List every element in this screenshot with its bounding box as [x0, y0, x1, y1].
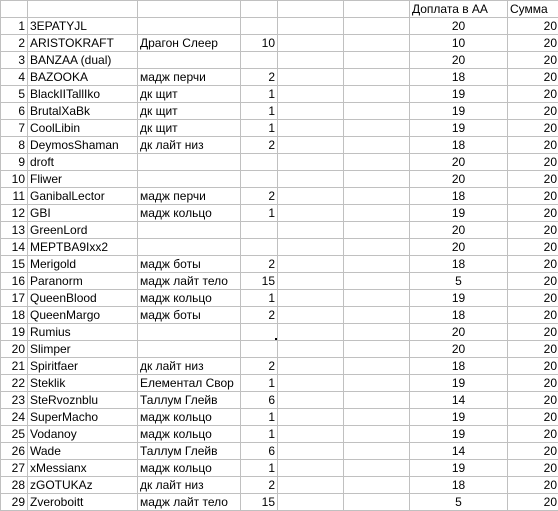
player-name-cell[interactable]: Wade	[28, 443, 138, 460]
table-row	[1, 324, 558, 341]
table-row	[1, 18, 558, 35]
total-cell[interactable]: 20	[508, 460, 558, 477]
total-cell[interactable]: 20	[508, 307, 558, 324]
count-cell[interactable]: 1	[241, 86, 278, 103]
empty-cell-f[interactable]	[344, 477, 410, 494]
player-name-cell[interactable]: CoolLibin	[28, 120, 138, 137]
total-cell[interactable]: 20	[508, 358, 558, 375]
table-row	[1, 426, 558, 443]
item-cell[interactable]: мадж перчи	[138, 69, 241, 86]
empty-cell-e[interactable]	[278, 341, 344, 358]
player-name-cell[interactable]: Steklik	[28, 375, 138, 392]
surcharge-cell[interactable]: 18	[410, 137, 508, 154]
count-cell[interactable]: 1	[241, 120, 278, 137]
empty-cell-f[interactable]	[344, 222, 410, 239]
empty-cell-e[interactable]	[278, 137, 344, 154]
total-cell[interactable]: 20	[508, 409, 558, 426]
surcharge-cell[interactable]: 19	[410, 426, 508, 443]
table-row	[1, 205, 558, 222]
item-cell[interactable]: мадж кольцо	[138, 460, 241, 477]
header-cell-e[interactable]	[278, 1, 344, 18]
player-name-cell[interactable]: Merigold	[28, 256, 138, 273]
player-name-cell[interactable]: QueenMargo	[28, 307, 138, 324]
item-cell[interactable]	[138, 222, 241, 239]
table-row	[1, 256, 558, 273]
player-name-cell[interactable]: GreenLord	[28, 222, 138, 239]
empty-cell-e[interactable]	[278, 409, 344, 426]
total-cell[interactable]: 20	[508, 256, 558, 273]
total-cell[interactable]: 20	[508, 137, 558, 154]
total-cell[interactable]: 20	[508, 324, 558, 341]
total-cell[interactable]: 20	[508, 35, 558, 52]
empty-cell-f[interactable]	[344, 443, 410, 460]
surcharge-cell[interactable]: 19	[410, 460, 508, 477]
empty-cell-f[interactable]	[344, 307, 410, 324]
surcharge-cell[interactable]: 5	[410, 273, 508, 290]
player-name-cell[interactable]: MEPTBA9Ixx2	[28, 239, 138, 256]
empty-cell-f[interactable]	[344, 188, 410, 205]
item-cell[interactable]: дк щит	[138, 103, 241, 120]
empty-cell-f[interactable]	[344, 239, 410, 256]
count-cell[interactable]	[241, 222, 278, 239]
header-row	[1, 1, 558, 18]
surcharge-cell[interactable]: 14	[410, 443, 508, 460]
row-number-cell[interactable]: 28	[1, 477, 28, 494]
item-cell[interactable]: дк щит	[138, 86, 241, 103]
player-name-cell[interactable]: Spiritfaer	[28, 358, 138, 375]
table-row	[1, 171, 558, 188]
surcharge-cell[interactable]: 20	[410, 154, 508, 171]
row-number-cell[interactable]: 1	[1, 18, 28, 35]
empty-cell-e[interactable]	[278, 239, 344, 256]
row-number-cell[interactable]: 19	[1, 324, 28, 341]
total-cell[interactable]: 20	[508, 205, 558, 222]
empty-cell-f[interactable]	[344, 69, 410, 86]
empty-cell-e[interactable]	[278, 103, 344, 120]
total-cell[interactable]: 20	[508, 290, 558, 307]
surcharge-cell[interactable]: 20	[410, 171, 508, 188]
count-cell[interactable]	[241, 52, 278, 69]
item-cell[interactable]: Драгон Слеер	[138, 35, 241, 52]
empty-cell-f[interactable]	[344, 392, 410, 409]
empty-cell-f[interactable]	[344, 273, 410, 290]
surcharge-cell[interactable]: 20	[410, 341, 508, 358]
total-cell[interactable]: 20	[508, 477, 558, 494]
surcharge-cell[interactable]: 19	[410, 290, 508, 307]
empty-cell-f[interactable]	[344, 494, 410, 511]
table-row	[1, 239, 558, 256]
row-number-cell[interactable]: 12	[1, 205, 28, 222]
total-cell[interactable]: 20	[508, 18, 558, 35]
count-cell[interactable]: 6	[241, 443, 278, 460]
surcharge-cell[interactable]: 20	[410, 52, 508, 69]
empty-cell-e[interactable]	[278, 477, 344, 494]
item-cell[interactable]: мадж боты	[138, 256, 241, 273]
row-number-cell[interactable]: 23	[1, 392, 28, 409]
header-cell-name[interactable]	[28, 1, 138, 18]
count-cell[interactable]	[241, 154, 278, 171]
player-name-cell[interactable]: zGOTUKAz	[28, 477, 138, 494]
total-cell[interactable]: 20	[508, 341, 558, 358]
player-name-cell[interactable]: GBI	[28, 205, 138, 222]
item-cell[interactable]	[138, 239, 241, 256]
empty-cell-e[interactable]	[278, 188, 344, 205]
empty-cell-f[interactable]	[344, 290, 410, 307]
surcharge-cell[interactable]: 20	[410, 222, 508, 239]
total-cell[interactable]: 20	[508, 103, 558, 120]
count-cell[interactable]: 1	[241, 103, 278, 120]
empty-cell-e[interactable]	[278, 222, 344, 239]
empty-cell-f[interactable]	[344, 52, 410, 69]
player-name-cell[interactable]: 3EPATYJL	[28, 18, 138, 35]
player-name-cell[interactable]: BAZOOKA	[28, 69, 138, 86]
header-cell-count[interactable]	[241, 1, 278, 18]
surcharge-cell[interactable]: 19	[410, 120, 508, 137]
item-cell[interactable]: дк лайт низ	[138, 137, 241, 154]
empty-cell-e[interactable]	[278, 375, 344, 392]
row-number-cell[interactable]: 8	[1, 137, 28, 154]
surcharge-cell[interactable]: 19	[410, 409, 508, 426]
empty-cell-f[interactable]	[344, 18, 410, 35]
empty-cell-e[interactable]	[278, 358, 344, 375]
row-number-cell[interactable]: 4	[1, 69, 28, 86]
surcharge-cell[interactable]: 18	[410, 69, 508, 86]
empty-cell-e[interactable]	[278, 460, 344, 477]
item-cell[interactable]: мадж лайт тело	[138, 494, 241, 511]
surcharge-cell[interactable]: 18	[410, 256, 508, 273]
total-cell[interactable]: 20	[508, 171, 558, 188]
item-cell[interactable]	[138, 154, 241, 171]
count-cell[interactable]	[241, 341, 278, 358]
count-cell[interactable]	[241, 171, 278, 188]
empty-cell-e[interactable]	[278, 18, 344, 35]
player-name-cell[interactable]: BANZAA (dual)	[28, 52, 138, 69]
player-name-cell[interactable]: SteRvoznblu	[28, 392, 138, 409]
empty-cell-f[interactable]	[344, 256, 410, 273]
item-cell[interactable]: Таллум Глейв	[138, 392, 241, 409]
table-row	[1, 154, 558, 171]
table-row	[1, 188, 558, 205]
surcharge-cell[interactable]: 18	[410, 307, 508, 324]
player-name-cell[interactable]: SuperMacho	[28, 409, 138, 426]
empty-cell-e[interactable]	[278, 120, 344, 137]
table-row	[1, 52, 558, 69]
item-cell[interactable]: мадж лайт тело	[138, 273, 241, 290]
count-cell[interactable]	[241, 239, 278, 256]
header-cell-total[interactable]: Сумма	[508, 1, 558, 18]
table-row	[1, 273, 558, 290]
item-cell[interactable]: мадж кольцо	[138, 426, 241, 443]
table-row	[1, 477, 558, 494]
total-cell[interactable]: 20	[508, 375, 558, 392]
empty-cell-e[interactable]	[278, 35, 344, 52]
count-cell[interactable]: 15	[241, 273, 278, 290]
item-cell[interactable]: дк щит	[138, 120, 241, 137]
table-row	[1, 86, 558, 103]
empty-cell-f[interactable]	[344, 171, 410, 188]
total-cell[interactable]: 20	[508, 154, 558, 171]
item-cell[interactable]: мадж кольцо	[138, 409, 241, 426]
row-number-cell[interactable]: 24	[1, 409, 28, 426]
empty-cell-e[interactable]	[278, 154, 344, 171]
header-cell-item[interactable]	[138, 1, 241, 18]
total-cell[interactable]: 20	[508, 494, 558, 511]
surcharge-cell[interactable]: 18	[410, 188, 508, 205]
row-number-cell[interactable]: 3	[1, 52, 28, 69]
item-cell[interactable]: дк лайт низ	[138, 358, 241, 375]
surcharge-cell[interactable]: 20	[410, 239, 508, 256]
total-cell[interactable]: 20	[508, 222, 558, 239]
row-number-cell[interactable]: 18	[1, 307, 28, 324]
empty-cell-f[interactable]	[344, 375, 410, 392]
empty-cell-e[interactable]	[278, 205, 344, 222]
player-name-cell[interactable]: Paranorm	[28, 273, 138, 290]
empty-cell-e[interactable]	[278, 307, 344, 324]
total-cell[interactable]: 20	[508, 86, 558, 103]
count-cell[interactable]: 2	[241, 307, 278, 324]
empty-cell-e[interactable]	[278, 426, 344, 443]
total-cell[interactable]: 20	[508, 392, 558, 409]
empty-cell-f[interactable]	[344, 205, 410, 222]
empty-cell-f[interactable]	[344, 103, 410, 120]
empty-cell-f[interactable]	[344, 426, 410, 443]
surcharge-cell[interactable]: 5	[410, 494, 508, 511]
player-name-cell[interactable]: Zveroboitt	[28, 494, 138, 511]
empty-cell-f[interactable]	[344, 120, 410, 137]
player-name-cell[interactable]: Slimper	[28, 341, 138, 358]
row-number-cell[interactable]: 25	[1, 426, 28, 443]
row-number-cell[interactable]: 16	[1, 273, 28, 290]
count-cell[interactable]: 1	[241, 375, 278, 392]
player-name-cell[interactable]: GanibalLector	[28, 188, 138, 205]
row-number-cell[interactable]: 17	[1, 290, 28, 307]
count-cell[interactable]: 2	[241, 188, 278, 205]
item-cell[interactable]	[138, 324, 241, 341]
total-cell[interactable]: 20	[508, 69, 558, 86]
table-row	[1, 358, 558, 375]
surcharge-cell[interactable]: 14	[410, 392, 508, 409]
count-cell[interactable]: 2	[241, 69, 278, 86]
surcharge-cell[interactable]: 18	[410, 477, 508, 494]
row-number-cell[interactable]: 5	[1, 86, 28, 103]
table-row	[1, 137, 558, 154]
empty-cell-e[interactable]	[278, 392, 344, 409]
total-cell[interactable]: 20	[508, 52, 558, 69]
item-cell[interactable]	[138, 341, 241, 358]
empty-cell-e[interactable]	[278, 86, 344, 103]
empty-cell-f[interactable]	[344, 137, 410, 154]
player-name-cell[interactable]: Fliwer	[28, 171, 138, 188]
table-row	[1, 222, 558, 239]
empty-cell-e[interactable]	[278, 52, 344, 69]
table-row	[1, 392, 558, 409]
count-cell[interactable]: 2	[241, 256, 278, 273]
empty-cell-f[interactable]	[344, 35, 410, 52]
total-cell[interactable]: 20	[508, 443, 558, 460]
count-cell[interactable]	[241, 18, 278, 35]
surcharge-cell[interactable]: 20	[410, 18, 508, 35]
row-number-cell[interactable]: 2	[1, 35, 28, 52]
item-cell[interactable]: мадж перчи	[138, 188, 241, 205]
table-row	[1, 409, 558, 426]
empty-cell-f[interactable]	[344, 341, 410, 358]
table-body	[1, 1, 558, 511]
header-cell-a[interactable]	[1, 1, 28, 18]
count-cell[interactable]: 1	[241, 290, 278, 307]
player-name-cell[interactable]: ARISTOKRAFT	[28, 35, 138, 52]
item-cell[interactable]: мадж кольцо	[138, 290, 241, 307]
table-row	[1, 120, 558, 137]
row-number-cell[interactable]: 9	[1, 154, 28, 171]
surcharge-cell[interactable]: 10	[410, 35, 508, 52]
row-number-cell[interactable]: 14	[1, 239, 28, 256]
row-number-cell[interactable]: 13	[1, 222, 28, 239]
row-number-cell[interactable]: 7	[1, 120, 28, 137]
empty-cell-e[interactable]	[278, 171, 344, 188]
item-cell[interactable]: дк лайт низ	[138, 477, 241, 494]
table-row	[1, 494, 558, 511]
item-cell[interactable]: мадж кольцо	[138, 205, 241, 222]
row-number-cell[interactable]: 21	[1, 358, 28, 375]
row-number-cell[interactable]: 27	[1, 460, 28, 477]
count-cell[interactable]: 1	[241, 426, 278, 443]
empty-cell-f[interactable]	[344, 358, 410, 375]
row-number-cell[interactable]: 10	[1, 171, 28, 188]
row-number-cell[interactable]: 15	[1, 256, 28, 273]
total-cell[interactable]: 20	[508, 120, 558, 137]
item-cell[interactable]	[138, 171, 241, 188]
table-row	[1, 460, 558, 477]
item-cell[interactable]: Таллум Глейв	[138, 443, 241, 460]
table-row	[1, 69, 558, 86]
row-number-cell[interactable]: 11	[1, 188, 28, 205]
count-cell[interactable]: 2	[241, 358, 278, 375]
table-row	[1, 103, 558, 120]
row-number-cell[interactable]: 29	[1, 494, 28, 511]
count-cell[interactable]: 15	[241, 494, 278, 511]
surcharge-cell[interactable]: 18	[410, 358, 508, 375]
surcharge-cell[interactable]: 20	[410, 324, 508, 341]
empty-cell-f[interactable]	[344, 86, 410, 103]
row-number-cell[interactable]: 22	[1, 375, 28, 392]
player-name-cell[interactable]: xMessianx	[28, 460, 138, 477]
table-row	[1, 290, 558, 307]
empty-cell-f[interactable]	[344, 324, 410, 341]
table-row	[1, 443, 558, 460]
item-cell[interactable]: мадж боты	[138, 307, 241, 324]
surcharge-cell[interactable]: 19	[410, 103, 508, 120]
player-name-cell[interactable]: BlackIITallIko	[28, 86, 138, 103]
row-number-cell[interactable]: 20	[1, 341, 28, 358]
count-cell[interactable]: 6	[241, 392, 278, 409]
player-name-cell[interactable]: BrutalXaBk	[28, 103, 138, 120]
table-row	[1, 35, 558, 52]
empty-cell-e[interactable]	[278, 324, 344, 341]
total-cell[interactable]: 20	[508, 239, 558, 256]
player-name-cell[interactable]: Vodanoy	[28, 426, 138, 443]
item-cell[interactable]	[138, 52, 241, 69]
surcharge-cell[interactable]: 19	[410, 205, 508, 222]
count-cell[interactable]	[241, 324, 278, 341]
total-cell[interactable]: 20	[508, 426, 558, 443]
empty-cell-e[interactable]	[278, 69, 344, 86]
empty-cell-e[interactable]	[278, 494, 344, 511]
table-row	[1, 341, 558, 358]
player-name-cell[interactable]: DeymosShaman	[28, 137, 138, 154]
table-row	[1, 307, 558, 324]
player-name-cell[interactable]: droft	[28, 154, 138, 171]
empty-cell-f[interactable]	[344, 409, 410, 426]
count-cell[interactable]: 1	[241, 205, 278, 222]
header-cell-surcharge[interactable]: Доплата в АА	[410, 1, 508, 18]
count-cell[interactable]: 1	[241, 409, 278, 426]
count-cell[interactable]: 2	[241, 477, 278, 494]
empty-cell-e[interactable]	[278, 256, 344, 273]
total-cell[interactable]: 20	[508, 188, 558, 205]
table-row	[1, 375, 558, 392]
row-number-cell[interactable]: 26	[1, 443, 28, 460]
count-cell[interactable]: 10	[241, 35, 278, 52]
empty-cell-e[interactable]	[278, 290, 344, 307]
item-cell[interactable]	[138, 18, 241, 35]
total-cell[interactable]: 20	[508, 273, 558, 290]
surcharge-cell[interactable]: 19	[410, 86, 508, 103]
empty-cell-e[interactable]	[278, 273, 344, 290]
count-cell[interactable]: 1	[241, 460, 278, 477]
row-number-cell[interactable]: 6	[1, 103, 28, 120]
empty-cell-f[interactable]	[344, 460, 410, 477]
header-cell-f[interactable]	[344, 1, 410, 18]
player-name-cell[interactable]: Rumius	[28, 324, 138, 341]
empty-cell-e[interactable]	[278, 443, 344, 460]
item-cell[interactable]: Елементал Свор	[138, 375, 241, 392]
player-name-cell[interactable]: QueenBlood	[28, 290, 138, 307]
count-cell[interactable]: 2	[241, 137, 278, 154]
surcharge-cell[interactable]: 19	[410, 375, 508, 392]
empty-cell-f[interactable]	[344, 154, 410, 171]
